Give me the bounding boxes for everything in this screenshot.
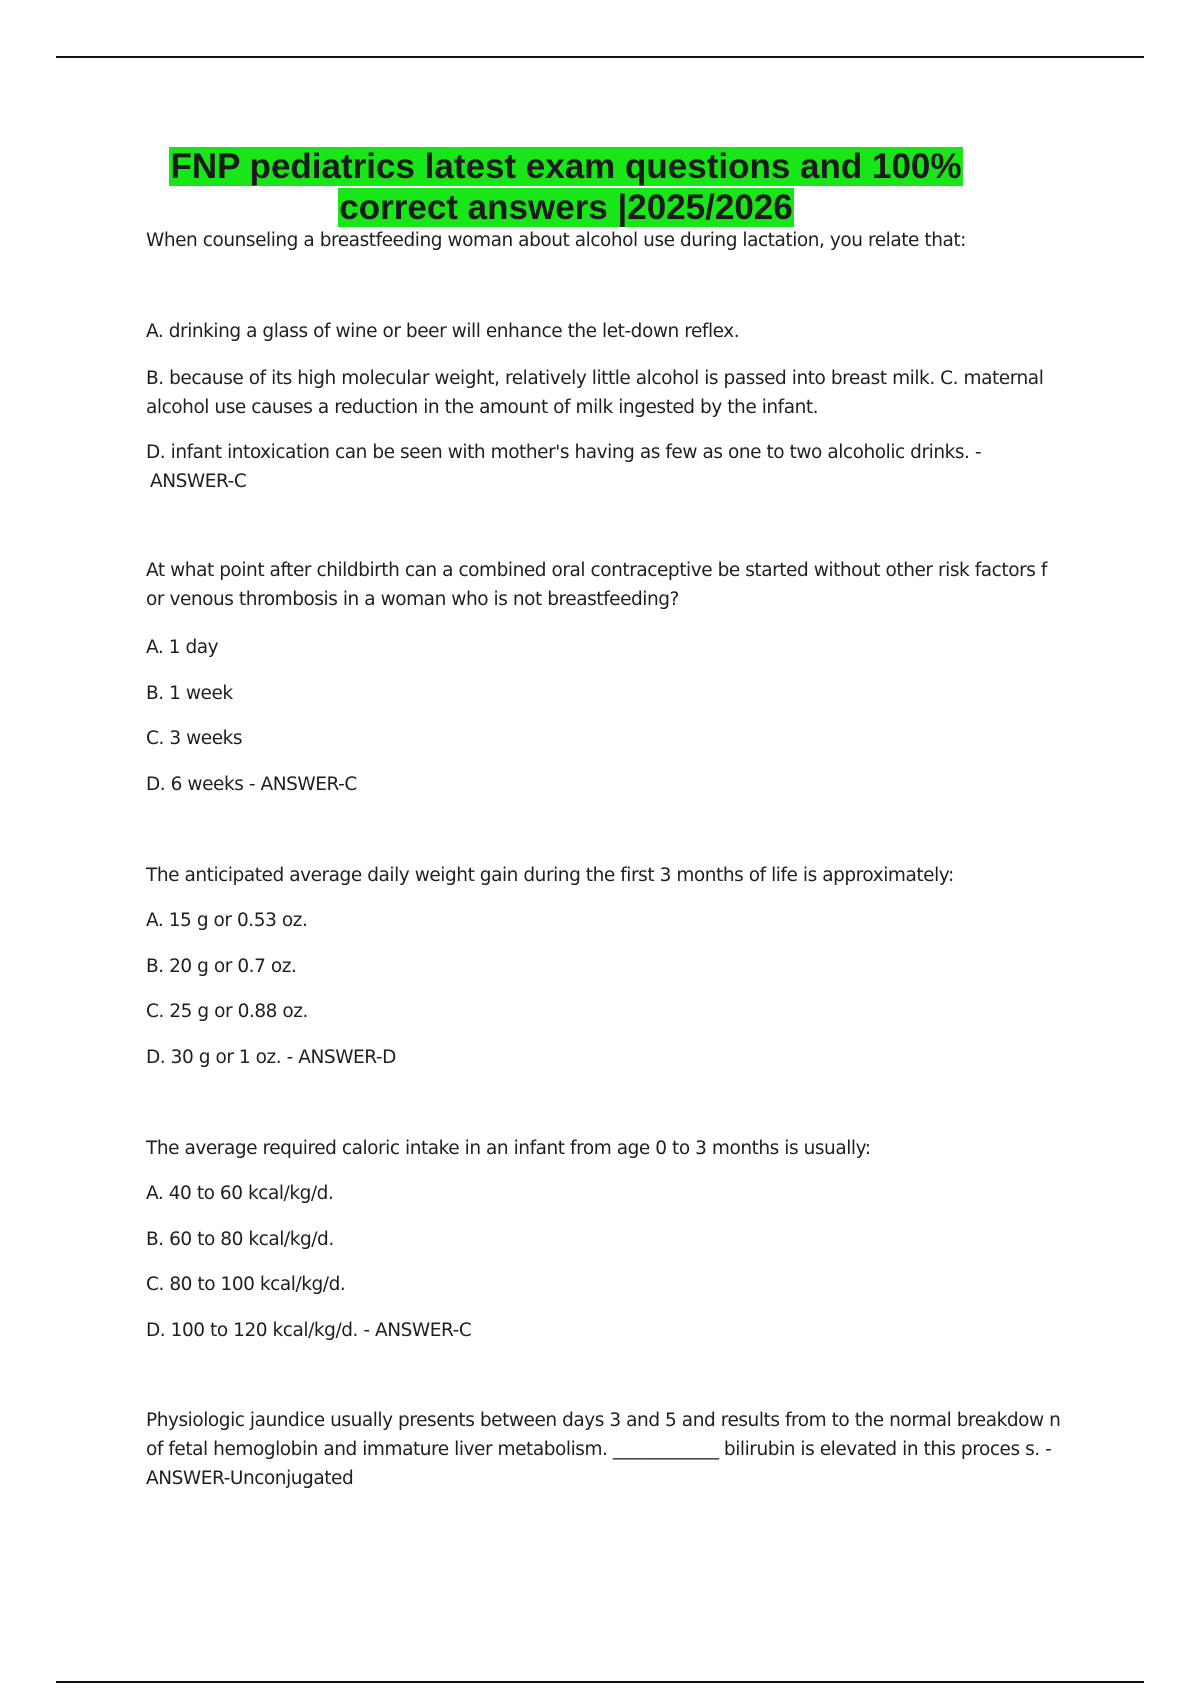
option-text: A. 40 to 60 kcal/kg/d. xyxy=(146,1183,334,1204)
question-2-option-d xyxy=(146,770,1066,799)
question-2-option-a xyxy=(146,633,1066,662)
question-text: When counseling a breastfeeding woman about alcohol use during lactation, you relate that: xyxy=(146,230,966,251)
question-4-option-b xyxy=(146,1225,1066,1254)
question-3-stem xyxy=(146,861,1066,890)
option-text: B. 60 to 80 kcal/kg/d. xyxy=(146,1229,334,1250)
option-text: C. 3 weeks xyxy=(146,728,243,749)
option-text: B. 1 week xyxy=(146,683,233,704)
question-4-stem xyxy=(146,1134,1066,1163)
question-4-option-a xyxy=(146,1179,1066,1208)
question-1-option-a xyxy=(146,317,1066,346)
bottom-rule xyxy=(56,1681,1144,1683)
option-text: C. 25 g or 0.88 oz. xyxy=(146,1001,308,1022)
question-1-stem xyxy=(146,226,1066,255)
question-4-option-d xyxy=(146,1316,1066,1345)
question-3-option-d xyxy=(146,1043,1066,1072)
question-4-option-c xyxy=(146,1270,1066,1299)
question-2-option-b xyxy=(146,679,1066,708)
top-rule xyxy=(56,56,1144,58)
question-2-option-c xyxy=(146,724,1066,753)
option-text: D. infant intoxication can be seen with mother's having as few as one to two alcoholic drinks. - xyxy=(146,442,982,463)
question-3-option-a xyxy=(146,906,1066,935)
document-title xyxy=(146,146,986,228)
question-1-option-d xyxy=(146,438,1066,496)
question-1-option-b-c xyxy=(146,364,1066,422)
question-2-stem xyxy=(146,556,1066,614)
question-text: At what point after childbirth can a combined oral contraceptive be started without other risk factors f or venous thrombosis in a woman who is not breastfeeding? xyxy=(146,560,1047,610)
option-text: A. 1 day xyxy=(146,637,219,658)
option-text: B. 20 g or 0.7 oz. xyxy=(146,956,297,977)
option-text: A. drinking a glass of wine or beer will enhance the let-down reflex. xyxy=(146,321,740,342)
answer-text: ANSWER-C xyxy=(150,471,247,492)
question-3-option-b xyxy=(146,952,1066,981)
title-highlight-line-2: correct answers |2025/2026 xyxy=(339,188,793,227)
question-text: The anticipated average daily weight gain during the first 3 months of life is approximately: xyxy=(146,865,954,886)
option-text: B. because of its high molecular weight, relatively little alcohol is passed into breast milk. C. maternal alcohol use causes a reduction in the amount of milk ingested by the infant. xyxy=(146,368,1044,418)
option-text: D. 100 to 120 kcal/kg/d. - ANSWER-C xyxy=(146,1320,472,1341)
question-3-option-c xyxy=(146,997,1066,1026)
option-text: C. 80 to 100 kcal/kg/d. xyxy=(146,1274,346,1295)
question-5-stem xyxy=(146,1406,1066,1493)
title-highlight-line-1: FNP pediatrics latest exam questions and 100% xyxy=(170,147,962,186)
option-text: D. 6 weeks - ANSWER-C xyxy=(146,774,357,795)
option-text: D. 30 g or 1 oz. - ANSWER-D xyxy=(146,1047,396,1068)
question-text: The average required caloric intake in an infant from age 0 to 3 months is usually: xyxy=(146,1138,871,1159)
question-text: Physiologic jaundice usually presents between days 3 and 5 and results from to the normal breakdow n of fetal hemoglobin and immature liver metabolism. ____________ bilirubin is elevated in this proces s. - ANSWER-Unconjugated xyxy=(146,1410,1061,1489)
option-text: A. 15 g or 0.53 oz. xyxy=(146,910,308,931)
